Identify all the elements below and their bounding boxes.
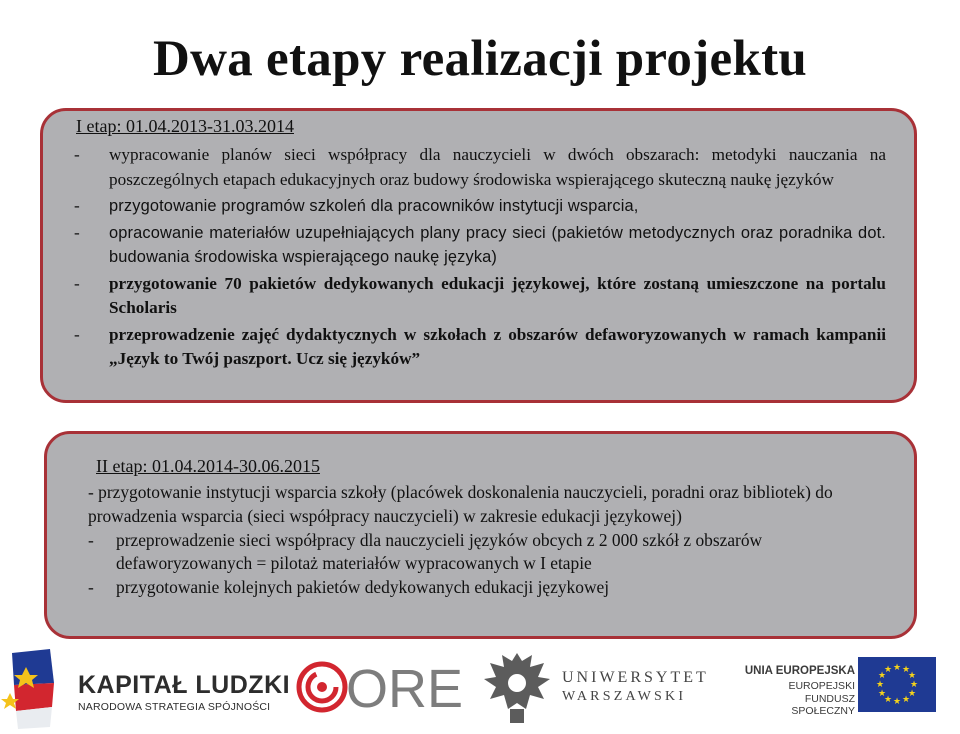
svg-text:★: ★ xyxy=(909,680,919,690)
list-item xyxy=(74,272,886,321)
dash: - xyxy=(74,145,80,164)
stage1-item-5: przeprowadzenie zajęć dydaktycznych w szkołach z obszarów defaworyzowanych w ramach kampanii „Język to Twój paszport. Ucz się języków” xyxy=(109,324,886,368)
list-item xyxy=(88,576,878,600)
svg-text:★: ★ xyxy=(907,671,917,681)
eu-line1: UNIA EUROPEJSKA xyxy=(744,665,855,677)
svg-text:★: ★ xyxy=(877,689,887,699)
stage2-item-1: przeprowadzenie sieci współpracy dla nauczycieli języków obcych z 2 000 szkół z obszarów defaworyzowanych = pilotaż materiałów wypracowanych w I etapie xyxy=(116,529,763,574)
svg-text:★: ★ xyxy=(901,665,911,675)
svg-text:★: ★ xyxy=(901,695,911,705)
stage1-item-4: przygotowanie 70 pakietów dedykowanych edukacji językowej, które zostaną umieszczone na portalu Scholaris xyxy=(109,273,886,317)
footer-logos xyxy=(0,643,960,730)
eu-flag-icon xyxy=(858,657,936,717)
svg-text:★: ★ xyxy=(877,671,887,681)
kapital-ludzki-flag-icon xyxy=(4,649,74,734)
dash: - xyxy=(74,196,80,215)
svg-text:★: ★ xyxy=(875,680,885,690)
stage1-heading: I etap: 01.04.2013-31.03.2014 xyxy=(76,116,294,136)
stage1-item-1: wypracowanie planów sieci współpracy dla nauczycieli w dwóch obszarach: metodyki nauczania na poszczególnych etapach edukacyjnych oraz budowy środowiska wspierającego skuteczną naukę języków xyxy=(109,145,886,189)
svg-text:★: ★ xyxy=(892,663,902,673)
stage2-paragraph: - przygotowanie instytucji wsparcia szkoły (placówek doskonalenia nauczycieli, poradni oraz bibliotek) do prowadzenia wsparcia (sieci współpracy nauczycieli) w zakresie edukacji językowej) xyxy=(88,482,833,526)
stage2-heading: II etap: 01.04.2014-30.06.2015 xyxy=(96,456,320,476)
uw-name-line2: WARSZAWSKI xyxy=(562,689,687,704)
ore-text: ORE xyxy=(346,659,464,719)
svg-text:★: ★ xyxy=(883,695,893,705)
svg-text:★: ★ xyxy=(907,689,917,699)
dash: - xyxy=(74,222,80,242)
dash: - xyxy=(88,577,94,598)
stage1-item-2: przygotowanie programów szkoleń dla pracowników instytucji wsparcia, xyxy=(109,197,639,215)
list-item xyxy=(74,221,886,270)
svg-text:★: ★ xyxy=(892,697,902,707)
list-item xyxy=(74,323,886,372)
list-item xyxy=(88,529,878,577)
uw-eagle-emblem xyxy=(480,647,554,732)
list-item xyxy=(74,194,886,219)
stage2-list xyxy=(88,481,878,600)
uw-name-line1: UNIWERSYTET xyxy=(562,669,709,686)
kapital-ludzki-subtitle: NARODOWA STRATEGIA SPÓJNOŚCI xyxy=(78,701,271,713)
stage1-item-3: opracowanie materiałów uzupełniających plany pracy sieci (pakietów metodycznych oraz poradnika dot. budowania środowiska wspierającego naukę języka) xyxy=(109,223,886,266)
page-title: Dwa etapy realizacji projektu xyxy=(152,31,808,87)
eu-line2: EUROPEJSKI xyxy=(788,680,855,692)
ore-logo xyxy=(292,657,464,722)
svg-text:★: ★ xyxy=(883,665,893,675)
eu-line3: FUNDUSZ SPOŁECZNY xyxy=(791,693,855,717)
kapital-ludzki-title: KAPITAŁ LUDZKI xyxy=(78,671,291,699)
dash: - xyxy=(74,273,80,293)
dash: - xyxy=(88,529,94,550)
stage1-list xyxy=(74,143,886,374)
list-item xyxy=(74,143,886,192)
stage2-item-2: przygotowanie kolejnych pakietów dedykowanych edukacji językowej xyxy=(116,577,610,598)
dash: - xyxy=(74,324,80,344)
